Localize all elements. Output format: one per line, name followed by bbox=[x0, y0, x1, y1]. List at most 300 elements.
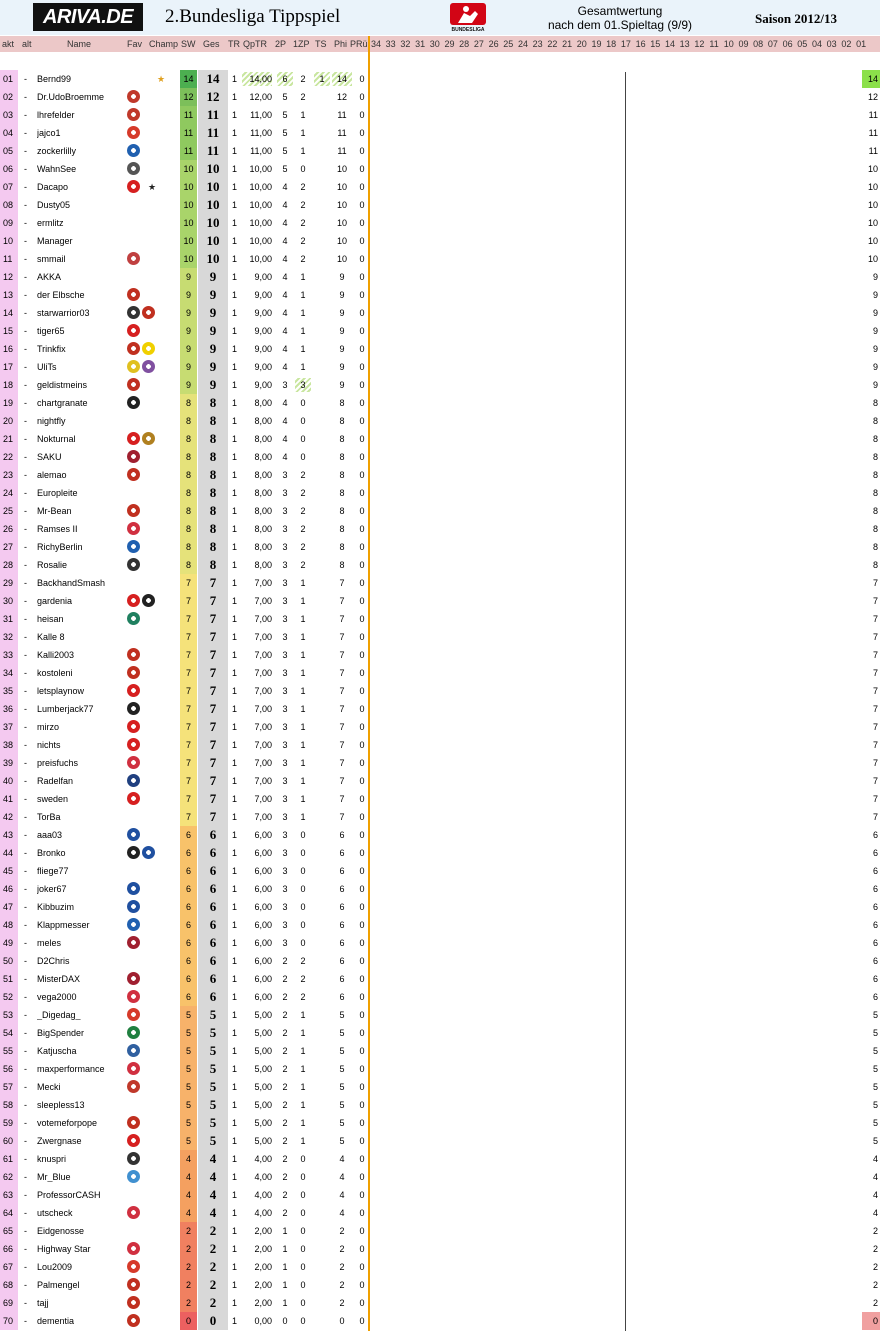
table-row[interactable] bbox=[0, 736, 880, 754]
player-name[interactable]: Katjuscha bbox=[37, 1046, 77, 1056]
table-row[interactable] bbox=[0, 556, 880, 574]
table-row[interactable] bbox=[0, 1222, 880, 1240]
player-name[interactable]: der Elbsche bbox=[37, 290, 85, 300]
club-crest-icon bbox=[127, 162, 140, 175]
player-name[interactable]: Bernd99 bbox=[37, 74, 72, 84]
score-pru: 0 bbox=[359, 740, 365, 750]
table-row[interactable] bbox=[0, 142, 880, 160]
player-name[interactable]: mirzo bbox=[37, 722, 59, 732]
player-name[interactable]: Dacapo bbox=[37, 182, 69, 192]
player-name[interactable]: lhrefelder bbox=[37, 110, 75, 120]
score-tr: 1 bbox=[231, 560, 237, 570]
col-matchday[interactable]: 11 bbox=[709, 39, 719, 49]
col-matchday[interactable]: 09 bbox=[738, 39, 749, 49]
favorite-clubs bbox=[127, 1278, 140, 1292]
table-row[interactable] bbox=[0, 340, 880, 358]
player-name[interactable]: UliTs bbox=[37, 362, 57, 372]
score-qptr: 7,00 bbox=[254, 614, 272, 624]
score-pru: 0 bbox=[359, 1046, 365, 1056]
player-name[interactable]: Manager bbox=[37, 236, 73, 246]
page-title: 2.Bundesliga Tippspiel bbox=[165, 6, 341, 27]
rank-current: 06 bbox=[0, 160, 18, 178]
table-row[interactable] bbox=[0, 1150, 880, 1168]
player-name[interactable]: ProfessorCASH bbox=[37, 1190, 101, 1200]
score-pru: 0 bbox=[359, 632, 365, 642]
player-name[interactable]: nichts bbox=[37, 740, 61, 750]
score-total: 8 bbox=[198, 556, 228, 574]
player-name[interactable]: Lou2009 bbox=[37, 1262, 73, 1272]
score-sw: 8 bbox=[180, 394, 197, 412]
player-name[interactable]: preisfuchs bbox=[37, 758, 79, 768]
score-1zp: 0 bbox=[300, 884, 306, 894]
score-total: 5 bbox=[198, 1096, 228, 1114]
player-name[interactable]: _Digedag_ bbox=[37, 1010, 81, 1020]
player-name[interactable]: heisan bbox=[37, 614, 64, 624]
table-row[interactable] bbox=[0, 250, 880, 268]
score-2p: 4 bbox=[282, 200, 288, 210]
col-matchday[interactable]: 29 bbox=[444, 39, 455, 49]
col-ts[interactable]: TS bbox=[315, 39, 327, 49]
score-qptr: 7,00 bbox=[254, 578, 272, 588]
player-name[interactable]: sweden bbox=[37, 794, 69, 804]
player-name[interactable]: Highway Star bbox=[37, 1244, 91, 1254]
score-qptr: 9,00 bbox=[254, 326, 272, 336]
player-name[interactable]: Kalli2003 bbox=[37, 650, 75, 660]
player-name[interactable]: vega2000 bbox=[37, 992, 77, 1002]
score-1zp: 2 bbox=[300, 200, 306, 210]
score-tr: 1 bbox=[231, 992, 237, 1002]
col-qptr[interactable]: QpTR bbox=[243, 39, 268, 49]
col-matchday[interactable]: 31 bbox=[415, 39, 426, 49]
score-phi: 11 bbox=[337, 146, 347, 156]
rank-current: 55 bbox=[0, 1042, 18, 1060]
table-row[interactable] bbox=[0, 484, 880, 502]
table-row[interactable] bbox=[0, 718, 880, 736]
score-2p: 3 bbox=[282, 524, 288, 534]
table-row[interactable] bbox=[0, 592, 880, 610]
col-matchday[interactable]: 23 bbox=[532, 39, 543, 49]
rank-current: 60 bbox=[0, 1132, 18, 1150]
col-matchday[interactable]: 14 bbox=[664, 39, 675, 49]
rank-current: 52 bbox=[0, 988, 18, 1006]
score-phi: 2 bbox=[339, 1244, 345, 1254]
player-name[interactable]: RichyBerlin bbox=[37, 542, 83, 552]
score-1zp: 1 bbox=[300, 308, 306, 318]
player-name[interactable]: tiger65 bbox=[37, 326, 65, 336]
col-matchday[interactable]: 18 bbox=[606, 39, 617, 49]
score-pru: 0 bbox=[359, 1010, 365, 1020]
table-row[interactable] bbox=[0, 628, 880, 646]
score-tr: 1 bbox=[231, 668, 237, 678]
score-pru: 0 bbox=[359, 848, 365, 858]
score-phi: 7 bbox=[339, 596, 345, 606]
col-matchday[interactable]: 07 bbox=[767, 39, 778, 49]
rank-previous: - bbox=[24, 380, 27, 390]
table-row[interactable] bbox=[0, 754, 880, 772]
player-name[interactable]: Klappmesser bbox=[37, 920, 90, 930]
col-matchday[interactable]: 22 bbox=[547, 39, 558, 49]
table-row[interactable] bbox=[0, 1168, 880, 1186]
score-2p: 4 bbox=[282, 326, 288, 336]
player-name[interactable]: Mr_Blue bbox=[37, 1172, 71, 1182]
table-row[interactable] bbox=[0, 1312, 880, 1330]
player-name[interactable]: fliege77 bbox=[37, 866, 69, 876]
col-alt[interactable]: alt bbox=[22, 39, 32, 49]
score-sw: 7 bbox=[180, 808, 197, 826]
player-name[interactable]: Mr-Bean bbox=[37, 506, 72, 516]
club-crest-icon bbox=[127, 990, 140, 1003]
score-tr: 1 bbox=[231, 1226, 237, 1236]
table-row[interactable] bbox=[0, 394, 880, 412]
score-tr: 1 bbox=[231, 1046, 237, 1056]
table-row[interactable] bbox=[0, 952, 880, 970]
player-name[interactable]: dementia bbox=[37, 1316, 75, 1326]
table-row[interactable] bbox=[0, 376, 880, 394]
col-sw[interactable]: SW bbox=[181, 39, 196, 49]
player-name[interactable]: gardenia bbox=[37, 596, 73, 606]
rank-previous: - bbox=[24, 1028, 27, 1038]
col-matchday[interactable]: 24 bbox=[517, 39, 528, 49]
score-2p: 2 bbox=[282, 1046, 288, 1056]
player-name[interactable]: Radelfan bbox=[37, 776, 74, 786]
player-name[interactable]: D2Chris bbox=[37, 956, 70, 966]
table-row[interactable] bbox=[0, 988, 880, 1006]
table-row[interactable] bbox=[0, 790, 880, 808]
favorite-clubs bbox=[127, 1170, 140, 1184]
player-name[interactable]: starwarrior03 bbox=[37, 308, 90, 318]
score-1zp: 0 bbox=[300, 164, 306, 174]
table-row[interactable] bbox=[0, 430, 880, 448]
table-row[interactable] bbox=[0, 88, 880, 106]
favorite-clubs bbox=[127, 378, 140, 392]
player-name[interactable]: zockerlilly bbox=[37, 146, 77, 156]
player-name[interactable]: knuspri bbox=[37, 1154, 67, 1164]
table-row[interactable] bbox=[0, 898, 880, 916]
score-qptr: 6,00 bbox=[254, 884, 272, 894]
table-row[interactable] bbox=[0, 358, 880, 376]
player-name[interactable]: chartgranate bbox=[37, 398, 88, 408]
player-name[interactable]: TorBa bbox=[37, 812, 61, 822]
score-tr: 1 bbox=[231, 1028, 237, 1038]
table-row[interactable] bbox=[0, 160, 880, 178]
col-matchday[interactable]: 08 bbox=[753, 39, 764, 49]
score-qptr: 10,00 bbox=[249, 236, 272, 246]
table-row[interactable] bbox=[0, 1114, 880, 1132]
rank-previous: - bbox=[24, 1154, 27, 1164]
player-name[interactable]: alemao bbox=[37, 470, 67, 480]
club-crest-icon bbox=[142, 846, 155, 859]
rank-previous: - bbox=[24, 956, 27, 966]
table-row[interactable] bbox=[0, 574, 880, 592]
col-matchday[interactable]: 13 bbox=[679, 39, 690, 49]
col-1zp[interactable]: 1ZP bbox=[293, 39, 310, 49]
player-name[interactable]: Eidgenosse bbox=[37, 1226, 85, 1236]
col-matchday[interactable]: 15 bbox=[650, 39, 661, 49]
table-row[interactable] bbox=[0, 808, 880, 826]
score-qptr: 6,00 bbox=[254, 920, 272, 930]
favorite-clubs bbox=[127, 756, 140, 770]
matchday-01-points: 9 bbox=[872, 326, 878, 336]
score-phi: 7 bbox=[339, 776, 345, 786]
matchday-01-points: 8 bbox=[872, 488, 878, 498]
player-name[interactable]: Palmengel bbox=[37, 1280, 80, 1290]
rank-previous: - bbox=[24, 92, 27, 102]
col-matchday[interactable]: 28 bbox=[459, 39, 470, 49]
col-matchday[interactable]: 12 bbox=[694, 39, 705, 49]
score-total: 12 bbox=[198, 88, 228, 106]
player-name[interactable]: sleepless13 bbox=[37, 1100, 85, 1110]
table-row[interactable] bbox=[0, 1078, 880, 1096]
matchday-01-points: 10 bbox=[867, 164, 878, 174]
player-name[interactable]: votemeforpope bbox=[37, 1118, 98, 1128]
score-phi: 7 bbox=[339, 704, 345, 714]
score-pru: 0 bbox=[359, 650, 365, 660]
table-row[interactable] bbox=[0, 70, 880, 88]
player-name[interactable]: meles bbox=[37, 938, 62, 948]
matchday-01-points: 6 bbox=[872, 830, 878, 840]
player-name[interactable]: letsplaynow bbox=[37, 686, 85, 696]
player-name[interactable]: kostoleni bbox=[37, 668, 73, 678]
col-pru[interactable]: PRü bbox=[350, 39, 368, 49]
col-matchday[interactable]: 06 bbox=[782, 39, 793, 49]
col-matchday[interactable]: 16 bbox=[635, 39, 646, 49]
score-total: 10 bbox=[198, 232, 228, 250]
table-row[interactable] bbox=[0, 286, 880, 304]
col-matchday[interactable]: 26 bbox=[488, 39, 499, 49]
rank-current: 34 bbox=[0, 664, 18, 682]
score-total: 6 bbox=[198, 880, 228, 898]
table-row[interactable] bbox=[0, 304, 880, 322]
player-name[interactable]: tajj bbox=[37, 1298, 49, 1308]
rank-current: 02 bbox=[0, 88, 18, 106]
score-sw: 11 bbox=[180, 142, 197, 160]
table-row[interactable] bbox=[0, 862, 880, 880]
table-row[interactable] bbox=[0, 682, 880, 700]
score-phi: 2 bbox=[339, 1280, 345, 1290]
table-row[interactable] bbox=[0, 1186, 880, 1204]
score-1zp: 1 bbox=[300, 578, 306, 588]
score-total: 5 bbox=[198, 1060, 228, 1078]
score-total: 5 bbox=[198, 1006, 228, 1024]
matchday-01-points: 4 bbox=[872, 1190, 878, 1200]
player-name[interactable]: aaa03 bbox=[37, 830, 63, 840]
score-total: 4 bbox=[198, 1186, 228, 1204]
score-tr: 1 bbox=[231, 938, 237, 948]
table-row[interactable] bbox=[0, 520, 880, 538]
player-name[interactable]: ermlitz bbox=[37, 218, 64, 228]
col-matchday[interactable]: 04 bbox=[811, 39, 822, 49]
player-name[interactable]: WahnSee bbox=[37, 164, 77, 174]
col-matchday[interactable]: 20 bbox=[576, 39, 587, 49]
club-crest-icon bbox=[142, 594, 155, 607]
table-row[interactable] bbox=[0, 178, 880, 196]
table-row[interactable] bbox=[0, 1006, 880, 1024]
score-phi: 9 bbox=[339, 290, 345, 300]
col-matchday[interactable]: 02 bbox=[841, 39, 852, 49]
table-row[interactable] bbox=[0, 1276, 880, 1294]
score-phi: 5 bbox=[339, 1082, 345, 1092]
player-name[interactable]: Ramses II bbox=[37, 524, 78, 534]
player-name[interactable]: Kalle 8 bbox=[37, 632, 65, 642]
rank-previous: - bbox=[24, 218, 27, 228]
rank-previous: - bbox=[24, 326, 27, 336]
table-row[interactable] bbox=[0, 466, 880, 484]
rank-current: 13 bbox=[0, 286, 18, 304]
player-name[interactable]: Rosalie bbox=[37, 560, 68, 570]
table-row[interactable] bbox=[0, 1132, 880, 1150]
player-name[interactable]: utscheck bbox=[37, 1208, 73, 1218]
player-name[interactable]: smmail bbox=[37, 254, 66, 264]
col-name[interactable]: Name bbox=[67, 39, 92, 49]
table-row[interactable] bbox=[0, 700, 880, 718]
player-name[interactable]: jajco1 bbox=[37, 128, 61, 138]
table-row[interactable] bbox=[0, 124, 880, 142]
score-phi: 7 bbox=[339, 812, 345, 822]
table-row[interactable] bbox=[0, 214, 880, 232]
matchday-01-points: 2 bbox=[872, 1280, 878, 1290]
col-matchday[interactable]: 21 bbox=[562, 39, 573, 49]
score-qptr: 7,00 bbox=[254, 812, 272, 822]
club-crest-icon bbox=[127, 126, 140, 139]
col-fav[interactable]: Fav bbox=[127, 39, 143, 49]
table-row[interactable] bbox=[0, 322, 880, 340]
table-row[interactable] bbox=[0, 826, 880, 844]
score-pru: 0 bbox=[359, 1244, 365, 1254]
player-name[interactable]: nightfly bbox=[37, 416, 66, 426]
col-matchday[interactable]: 33 bbox=[385, 39, 396, 49]
col-matchday[interactable]: 25 bbox=[503, 39, 514, 49]
table-row[interactable] bbox=[0, 1258, 880, 1276]
col-2p[interactable]: 2P bbox=[275, 39, 287, 49]
table-row[interactable] bbox=[0, 268, 880, 286]
col-matchday[interactable]: 17 bbox=[620, 39, 631, 49]
score-sw: 8 bbox=[180, 520, 197, 538]
col-champ[interactable]: Champ bbox=[149, 39, 179, 49]
table-row[interactable] bbox=[0, 232, 880, 250]
score-phi: 7 bbox=[339, 758, 345, 768]
player-name[interactable]: MisterDAX bbox=[37, 974, 81, 984]
rank-previous: - bbox=[24, 488, 27, 498]
rank-previous: - bbox=[24, 542, 27, 552]
player-name[interactable]: Mecki bbox=[37, 1082, 61, 1092]
table-row[interactable] bbox=[0, 844, 880, 862]
player-name[interactable]: SAKU bbox=[37, 452, 62, 462]
score-1zp: 1 bbox=[300, 362, 306, 372]
player-name[interactable]: Zwergnase bbox=[37, 1136, 82, 1146]
player-name[interactable]: Nokturnal bbox=[37, 434, 76, 444]
score-2p: 4 bbox=[282, 416, 288, 426]
player-name[interactable]: Kibbuzim bbox=[37, 902, 75, 912]
club-crest-icon bbox=[142, 342, 155, 355]
rank-previous: - bbox=[24, 938, 27, 948]
rank-previous: - bbox=[24, 1262, 27, 1272]
table-row[interactable] bbox=[0, 448, 880, 466]
player-name[interactable]: Dusty05 bbox=[37, 200, 71, 210]
score-2p: 4 bbox=[282, 344, 288, 354]
table-row[interactable] bbox=[0, 664, 880, 682]
player-name[interactable]: BigSpender bbox=[37, 1028, 85, 1038]
score-total: 10 bbox=[198, 178, 228, 196]
table-row[interactable] bbox=[0, 934, 880, 952]
score-tr: 1 bbox=[231, 128, 237, 138]
table-row[interactable] bbox=[0, 1096, 880, 1114]
col-matchday[interactable]: 30 bbox=[429, 39, 440, 49]
table-row[interactable] bbox=[0, 1240, 880, 1258]
club-crest-icon bbox=[127, 522, 140, 535]
col-matchday[interactable]: 34 bbox=[370, 39, 381, 49]
score-1zp: 2 bbox=[300, 506, 306, 516]
score-phi: 4 bbox=[339, 1154, 345, 1164]
col-tr[interactable]: TR bbox=[228, 39, 240, 49]
score-2p: 2 bbox=[282, 1154, 288, 1164]
score-pru: 0 bbox=[359, 1028, 365, 1038]
player-name[interactable]: geldistmeins bbox=[37, 380, 88, 390]
player-name[interactable]: BackhandSmash bbox=[37, 578, 106, 588]
club-crest-icon bbox=[127, 846, 140, 859]
table-row[interactable] bbox=[0, 502, 880, 520]
score-1zp: 1 bbox=[300, 812, 306, 822]
table-row[interactable] bbox=[0, 1060, 880, 1078]
col-matchday[interactable]: 10 bbox=[723, 39, 734, 49]
table-row[interactable] bbox=[0, 610, 880, 628]
club-crest-icon bbox=[127, 756, 140, 769]
player-name[interactable]: maxperformance bbox=[37, 1064, 105, 1074]
table-row[interactable] bbox=[0, 196, 880, 214]
table-row[interactable] bbox=[0, 538, 880, 556]
score-phi: 7 bbox=[339, 650, 345, 660]
table-row[interactable] bbox=[0, 1024, 880, 1042]
score-qptr: 7,00 bbox=[254, 740, 272, 750]
col-ges[interactable]: Ges bbox=[203, 39, 220, 49]
table-row[interactable] bbox=[0, 880, 880, 898]
table-row[interactable] bbox=[0, 1204, 880, 1222]
table-row[interactable] bbox=[0, 772, 880, 790]
favorite-clubs bbox=[127, 396, 140, 410]
table-row[interactable] bbox=[0, 916, 880, 934]
col-phi[interactable]: Phi bbox=[334, 39, 348, 49]
table-row[interactable] bbox=[0, 412, 880, 430]
score-phi: 7 bbox=[339, 632, 345, 642]
col-matchday[interactable]: 05 bbox=[797, 39, 808, 49]
table-row[interactable] bbox=[0, 1294, 880, 1312]
col-akt[interactable]: akt bbox=[2, 39, 15, 49]
table-row[interactable] bbox=[0, 106, 880, 124]
col-matchday[interactable]: 03 bbox=[826, 39, 837, 49]
player-name[interactable]: joker67 bbox=[37, 884, 67, 894]
player-name[interactable]: Europleite bbox=[37, 488, 78, 498]
score-total: 11 bbox=[198, 142, 228, 160]
col-matchday[interactable]: 27 bbox=[473, 39, 484, 49]
favorite-clubs bbox=[127, 972, 140, 986]
score-pru: 0 bbox=[359, 308, 365, 318]
player-name[interactable]: Trinkfix bbox=[37, 344, 66, 354]
score-phi: 0 bbox=[339, 1316, 345, 1326]
player-name[interactable]: AKKA bbox=[37, 272, 62, 282]
table-row[interactable] bbox=[0, 970, 880, 988]
rank-previous: - bbox=[24, 722, 27, 732]
ariva-logo[interactable]: ARIVA.DE bbox=[33, 3, 143, 31]
table-row[interactable] bbox=[0, 1042, 880, 1060]
player-name[interactable]: Dr.UdoBroemme bbox=[37, 92, 105, 102]
col-matchday[interactable]: 19 bbox=[591, 39, 602, 49]
table-row[interactable] bbox=[0, 646, 880, 664]
player-name[interactable]: Lumberjack77 bbox=[37, 704, 94, 714]
col-matchday[interactable]: 32 bbox=[400, 39, 411, 49]
matchday-01-points: 10 bbox=[867, 218, 878, 228]
player-name[interactable]: Bronko bbox=[37, 848, 66, 858]
score-1zp: 1 bbox=[300, 344, 306, 354]
col-matchday[interactable]: 01 bbox=[856, 39, 867, 49]
